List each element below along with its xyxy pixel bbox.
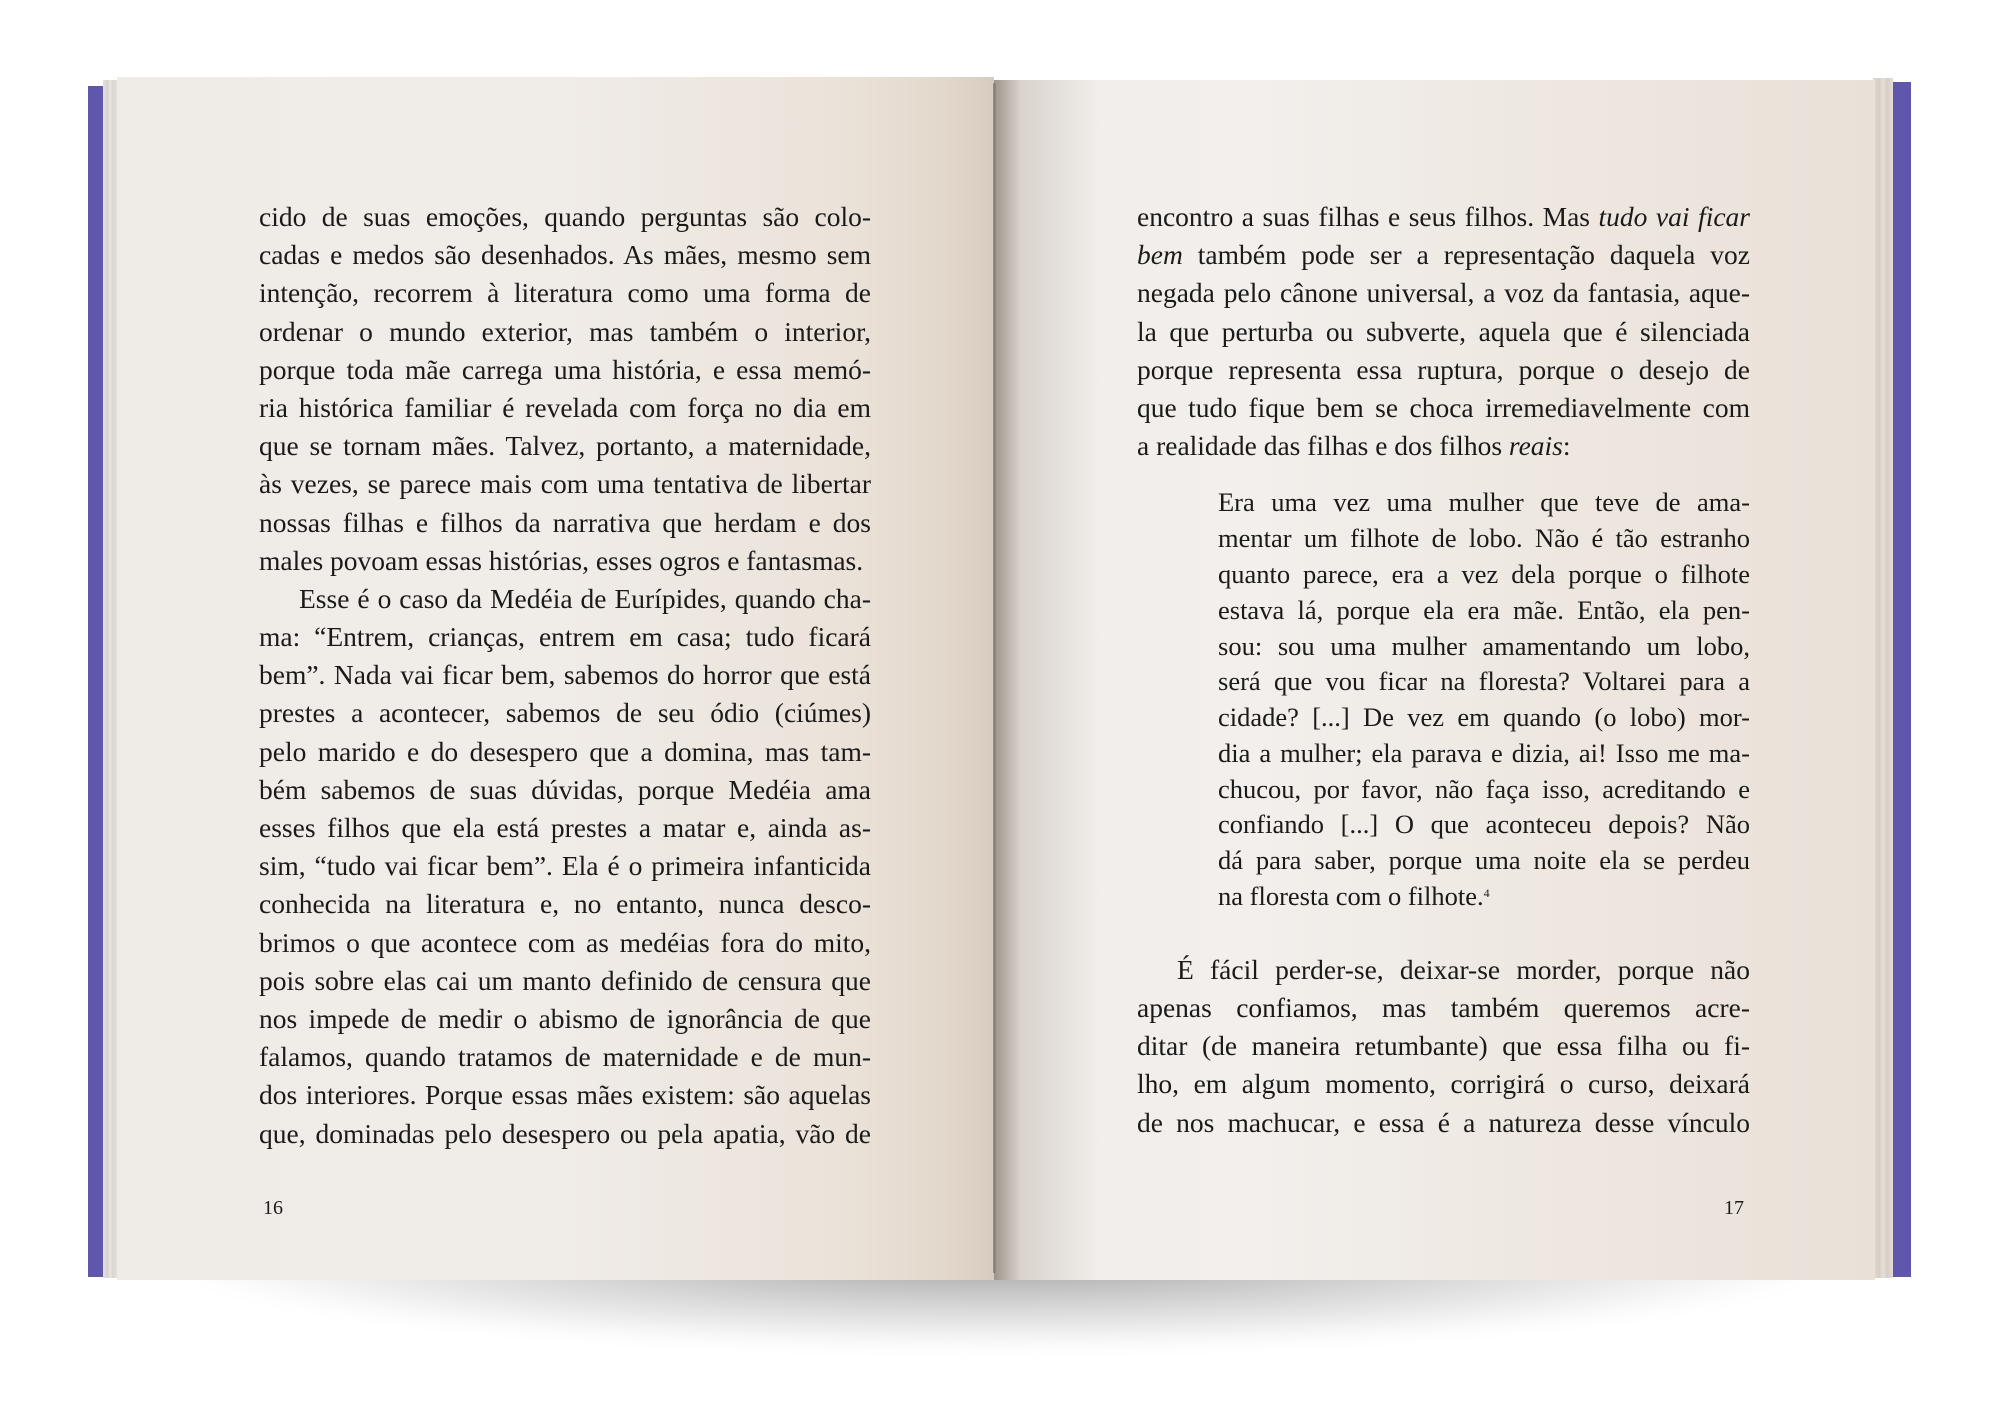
footnote-marker[interactable]: 4 <box>1483 886 1490 901</box>
text-line: intenção, recorrem à literatura como uma forma de <box>259 277 871 309</box>
quote-line: chucou, por favor, não faça isso, acreditando e <box>1218 773 1750 804</box>
spacer <box>1137 465 1750 485</box>
text-line: porque representa essa ruptura, porque o desejo de <box>1137 353 1750 385</box>
text-span: encontro a suas filhas e seus filhos. Mas <box>1137 201 1599 232</box>
text-line: que tudo fique bem se choca irremediavelmente com <box>1137 391 1750 423</box>
text-line: de nos machucar, e essa é a natureza desse vínculo <box>1137 1106 1750 1138</box>
text-span: a realidade das filhas e dos filhos <box>1137 430 1509 462</box>
text-line: negada pelo cânone universal, a voz da fantasia, aque- <box>1137 277 1750 309</box>
quote-line: quanto parece, era a vez dela porque o filhote <box>1218 558 1750 589</box>
text-line: pelo marido e do desespero que a domina, mas tam- <box>259 735 871 767</box>
text-line: Esse é o caso da Medéia de Eurípides, quando cha- <box>299 582 871 614</box>
quote-line: confiando [...] O que aconteceu depois? Não <box>1218 809 1750 840</box>
text-line: ria histórica familiar é revelada com força no dia em <box>259 391 871 423</box>
text-line: ma: “Entrem, crianças, entrem em casa; tudo ficará <box>259 621 871 653</box>
quote-line: dá para saber, porque uma noite ela se perdeu <box>1218 845 1750 876</box>
block-quote <box>1218 485 1750 915</box>
text-line: apenas confiamos, mas também queremos acre- <box>1137 992 1750 1024</box>
text-span: também pode ser a representação daquela voz <box>1182 239 1750 271</box>
right-page-stack <box>1873 78 1893 1278</box>
text-line <box>1137 427 1750 465</box>
text-line: cadas e medos são desenhados. As mães, mesmo sem <box>259 239 871 271</box>
text-line: É fácil perder-se, deixar-se morder, porque não <box>1177 953 1750 985</box>
quote-line <box>1218 879 1750 915</box>
text-span: : <box>1562 430 1571 462</box>
text-line: nossas filhas e filhos da narrativa que herdam e dos <box>259 506 871 538</box>
quote-line: sou: sou uma mulher amamentando um lobo, <box>1218 630 1750 661</box>
text-line: nos impede de medir o abismo de ignorância de que <box>259 1002 871 1034</box>
text-line <box>1137 198 1750 236</box>
text-span: na floresta com o filhote. <box>1218 881 1484 912</box>
italic-emphasis: bem <box>1137 239 1183 271</box>
page-number-right: 17 <box>1724 1197 1744 1219</box>
text-line: bem”. Nada vai ficar bem, sabemos do horror que está <box>259 659 871 691</box>
spacer <box>1137 915 1750 951</box>
quote-line: será que vou ficar na floresta? Voltarei para a <box>1218 666 1750 697</box>
quote-line: Era uma vez uma mulher que teve de ama- <box>1218 487 1750 518</box>
text-line: às vezes, se parece mais com uma tentativa de libertar <box>259 468 871 500</box>
text-line: males povoam essas histórias, esses ogros e fantasmas. <box>259 544 864 576</box>
book-spine <box>993 83 996 1273</box>
text-line: dos interiores. Porque essas mães existem: são aquelas <box>259 1079 871 1111</box>
text-line: pois sobre elas cai um manto definido de censura que <box>259 964 871 996</box>
italic-emphasis: tudo vai ficar <box>1598 201 1750 232</box>
text-line: porque toda mãe carrega uma história, e essa memó- <box>259 353 871 385</box>
text-line: la que perturba ou subverte, aquela que é silenciada <box>1137 315 1750 347</box>
text-line: ordenar o mundo exterior, mas também o interior, <box>259 315 871 347</box>
quote-line: cidade? [...] De vez em quando (o lobo) mor- <box>1218 702 1750 733</box>
right-page-body <box>1137 198 1750 1142</box>
text-line: sim, “tudo vai ficar bem”. Ela é o primeira infanticida <box>259 850 871 882</box>
quote-line: estava lá, porque ela era mãe. Então, ela pen- <box>1218 594 1750 625</box>
text-line: esses filhos que ela está prestes a matar e, ainda as- <box>259 812 871 843</box>
text-line: ditar (de maneira retumbante) que essa filha ou fi- <box>1137 1030 1750 1062</box>
text-line <box>1137 236 1750 274</box>
quote-line: dia a mulher; ela parava e dizia, ai! Isso me ma- <box>1218 737 1750 768</box>
text-line: que se tornam mães. Talvez, portanto, a maternidade, <box>259 430 871 462</box>
text-line: cido de suas emoções, quando perguntas são colo- <box>259 201 871 232</box>
text-line: que, dominadas pelo desespero ou pela apatia, vão de <box>259 1117 871 1149</box>
text-line: prestes a acontecer, sabemos de seu ódio (ciúmes) <box>259 697 871 729</box>
text-line: conhecida na literatura e, no entanto, nunca desco- <box>259 888 871 920</box>
left-page-body <box>259 198 871 1153</box>
text-line: brimos o que acontece com as medéias fora do mito, <box>259 926 871 958</box>
page-number-left: 16 <box>263 1197 283 1219</box>
italic-emphasis: reais <box>1508 430 1563 462</box>
text-line: bém sabemos de suas dúvidas, porque Medéia ama <box>259 773 871 805</box>
front-cover-edge <box>1893 82 1911 1277</box>
text-line: lho, em algum momento, corrigirá o curso, deixará <box>1137 1068 1750 1100</box>
quote-line: mentar um filhote de lobo. Não é tão estranho <box>1218 523 1750 554</box>
text-line: falamos, quando tratamos de maternidade e de mun- <box>259 1041 871 1073</box>
